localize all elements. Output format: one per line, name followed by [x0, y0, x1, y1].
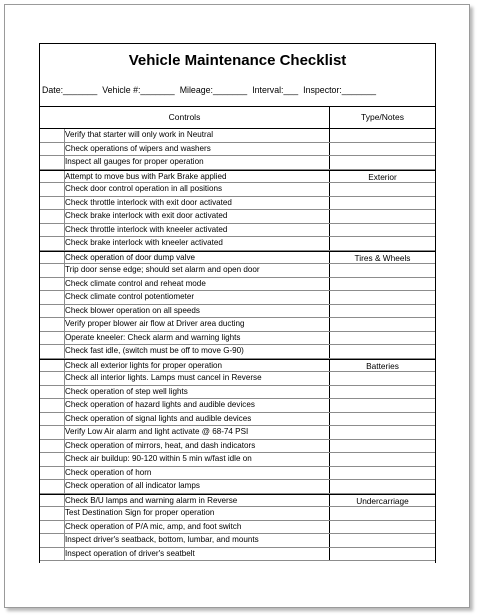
control-cell: Check blower operation on all speeds	[40, 305, 330, 318]
type-notes-cell[interactable]	[330, 143, 435, 156]
control-cell: Check climate control potentiometer	[40, 291, 330, 304]
type-notes-cell[interactable]	[330, 183, 435, 196]
table-row	[40, 143, 435, 157]
control-cell: Check operation of horn	[40, 467, 330, 480]
control-cell: Check brake interlock with exit door activated	[40, 210, 330, 223]
type-notes-cell[interactable]	[330, 507, 435, 520]
type-notes-cell[interactable]	[330, 467, 435, 480]
interval-field[interactable]: Interval:___	[252, 85, 299, 95]
control-cell: Inspect driver's seatback, bottom, lumbar, and mounts	[40, 534, 330, 547]
control-cell: Check all interior lights. Lamps must cancel in Reverse	[40, 372, 330, 385]
type-notes-cell[interactable]: Undercarriage	[356, 495, 409, 506]
type-notes-cell[interactable]	[330, 224, 435, 237]
type-notes-cell[interactable]	[330, 386, 435, 399]
header-fields	[42, 85, 434, 95]
type-notes-cell[interactable]: Tires & Wheels	[354, 252, 411, 263]
table-row	[40, 386, 435, 400]
table-row	[40, 264, 435, 278]
type-notes-cell[interactable]	[330, 399, 435, 412]
date-field[interactable]: Date:_______	[42, 85, 98, 95]
control-cell: Check throttle interlock with exit door activated	[40, 197, 330, 210]
table-row	[40, 170, 435, 184]
control-cell: Check operation of hazard lights and audible devices	[40, 399, 330, 412]
control-cell: Check brake interlock with kneeler activated	[40, 237, 330, 250]
table-row	[40, 413, 435, 427]
control-cell: Check operations of wipers and washers	[40, 143, 330, 156]
control-cell: Check operation of mirrors, heat, and dash indicators	[40, 440, 330, 453]
control-cell: Check operation of door dump valve	[40, 252, 330, 264]
type-notes-cell[interactable]	[330, 237, 435, 250]
control-cell: Check operation of signal lights and audible devices	[40, 413, 330, 426]
table-row	[40, 494, 435, 508]
table-row	[40, 332, 435, 346]
table-row	[40, 129, 435, 143]
table-row	[40, 291, 435, 305]
type-notes-cell[interactable]	[330, 197, 435, 210]
type-notes-cell[interactable]	[330, 129, 435, 142]
type-notes-cell[interactable]	[330, 318, 435, 331]
table-row	[40, 440, 435, 454]
table-row	[40, 156, 435, 170]
type-notes-cell[interactable]	[330, 291, 435, 304]
type-notes-cell[interactable]	[330, 521, 435, 534]
table-row	[40, 426, 435, 440]
control-cell: Inspect all gauges for proper operation	[40, 156, 330, 169]
type-notes-cell[interactable]	[330, 210, 435, 223]
type-notes-cell[interactable]	[330, 372, 435, 385]
table-row	[40, 251, 435, 265]
type-notes-column-header: Type/Notes	[361, 112, 404, 122]
control-cell: Verify proper blower air flow at Driver area ducting	[40, 318, 330, 331]
table-row	[40, 197, 435, 211]
table-row	[40, 224, 435, 238]
control-cell: Check operation of step well lights	[40, 386, 330, 399]
type-notes-cell[interactable]: Batteries	[366, 360, 399, 371]
control-cell: Operate kneeler: Check alarm and warning lights	[40, 332, 330, 345]
table-row	[40, 548, 435, 562]
type-notes-cell[interactable]	[330, 305, 435, 318]
control-cell: Check throttle interlock with kneeler activated	[40, 224, 330, 237]
control-cell: Attempt to move bus with Park Brake applied	[40, 171, 330, 183]
table-row	[40, 183, 435, 197]
type-notes-cell[interactable]	[330, 156, 435, 169]
checklist-rows	[40, 129, 435, 561]
table-header	[40, 106, 435, 129]
type-notes-cell[interactable]	[330, 426, 435, 439]
control-cell: Trip door sense edge; should set alarm and open door	[40, 264, 330, 277]
type-notes-cell[interactable]	[330, 264, 435, 277]
type-notes-cell[interactable]: Exterior	[368, 171, 397, 182]
control-cell: Inspect operation of driver's seatbelt	[40, 548, 330, 561]
control-cell: Check air buildup: 90-120 within 5 min w/fast idle on	[40, 453, 330, 466]
table-row	[40, 467, 435, 481]
control-cell: Check operation of P/A mic, amp, and foot switch	[40, 521, 330, 534]
table-row	[40, 453, 435, 467]
type-notes-cell[interactable]	[330, 480, 435, 493]
table-row	[40, 399, 435, 413]
type-notes-cell[interactable]	[330, 345, 435, 358]
checklist-sheet	[4, 4, 470, 608]
control-cell: Check B/U lamps and warning alarm in Reverse	[40, 495, 330, 507]
page-title: Vehicle Maintenance Checklist	[128, 52, 347, 69]
table-row	[40, 359, 435, 373]
mileage-field[interactable]: Mileage:_______	[179, 85, 248, 95]
table-row	[40, 237, 435, 251]
type-notes-cell[interactable]	[330, 413, 435, 426]
control-cell: Check door control operation in all positions	[40, 183, 330, 196]
vehicle-number-field[interactable]: Vehicle #:_______	[102, 85, 175, 95]
control-cell: Check operation of all indicator lamps	[40, 480, 330, 493]
controls-column-header: Controls	[40, 107, 330, 128]
type-notes-cell[interactable]	[330, 440, 435, 453]
table-row	[40, 278, 435, 292]
table-row	[40, 480, 435, 494]
type-notes-cell[interactable]	[330, 278, 435, 291]
type-notes-cell[interactable]	[330, 548, 435, 561]
table-row	[40, 210, 435, 224]
table-row	[40, 534, 435, 548]
type-notes-cell[interactable]	[330, 534, 435, 547]
table-row	[40, 318, 435, 332]
table-row	[40, 372, 435, 386]
table-row	[40, 507, 435, 521]
control-cell: Test Destination Sign for proper operation	[40, 507, 330, 520]
control-cell: Check fast idle, (switch must be off to move G-90)	[40, 345, 330, 358]
control-cell: Verify Low Air alarm and light activate @ 68-74 PSI	[40, 426, 330, 439]
control-cell: Verify that starter will only work in Neutral	[40, 129, 330, 142]
type-notes-cell[interactable]	[330, 453, 435, 466]
table-row	[40, 305, 435, 319]
control-cell: Check climate control and reheat mode	[40, 278, 330, 291]
inspector-field[interactable]: Inspector:_______	[303, 85, 377, 95]
type-notes-cell[interactable]	[330, 332, 435, 345]
table-row	[40, 521, 435, 535]
checklist-frame	[39, 43, 436, 563]
control-cell: Check all exterior lights for proper operation	[40, 360, 330, 372]
table-row	[40, 345, 435, 359]
